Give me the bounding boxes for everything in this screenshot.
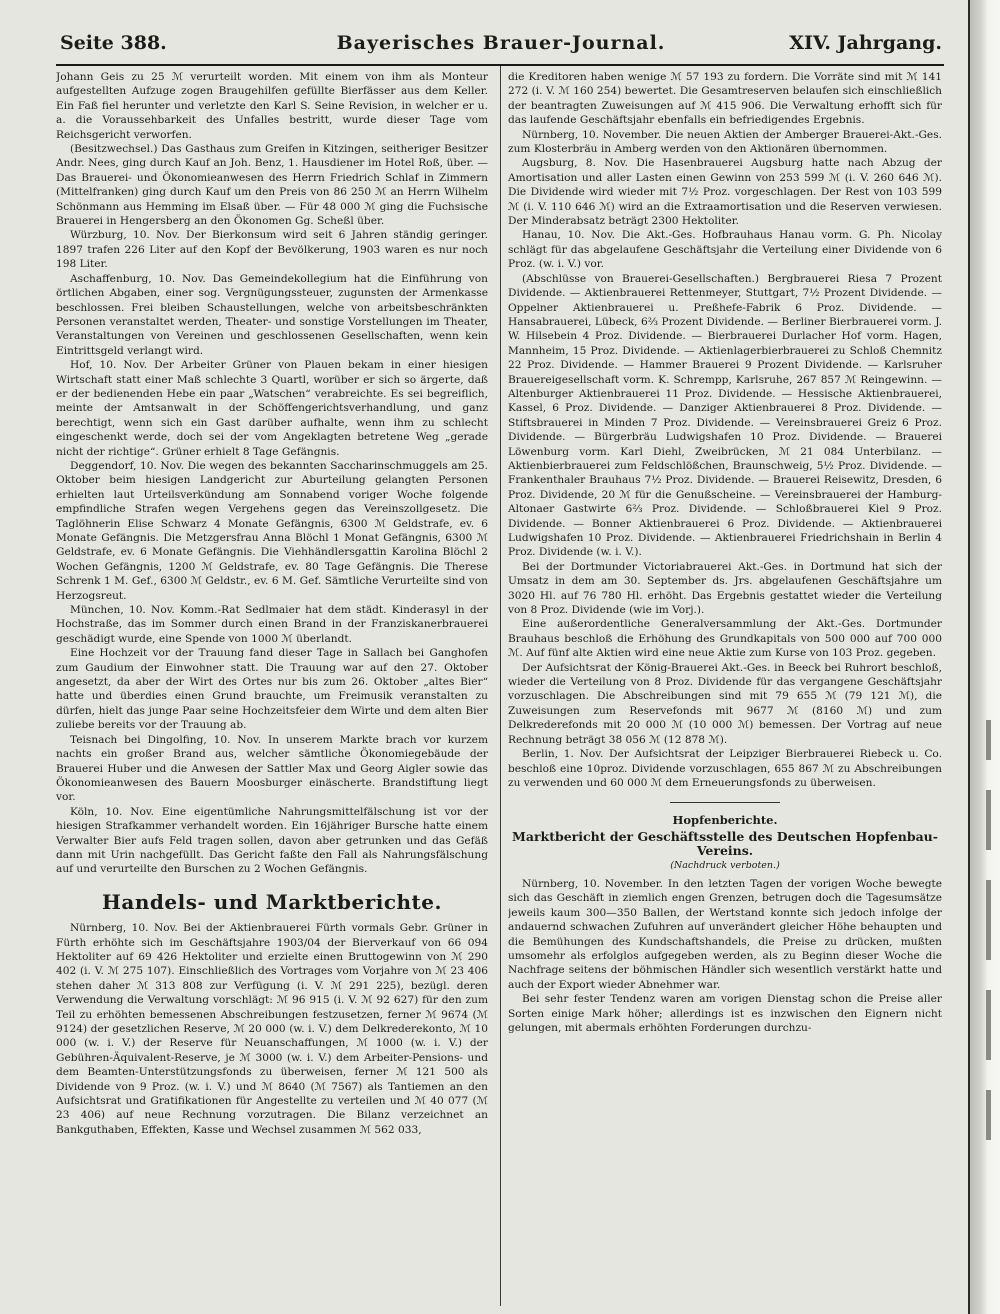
article-paragraph: Hof, 10. Nov. Der Arbeiter Grüner von Plauen bekam in einer hiesigen Wirtschaft statt einer Maß schlechte 3 Quartl, worüber er sich so ärgerte, daß er der bedienenden Hebe ein paar „Watschen“ verabreichte. Es sei begreiflich, meinte der Amtsanwalt in der Schöffengerichtsverhandlung, und ganz berechtigt, wenn sich ein Gast darüber aufhalte, wenn ihm zu schlecht eingeschenkt werde, doch sei der vom Angeklagten betretene Weg „gerade nicht der richtige“. Grüner erhielt 8 Tage Gefängnis. xyxy=(56,359,488,458)
edge-mark xyxy=(986,1090,991,1140)
article-paragraph: Augsburg, 8. Nov. Die Hasenbrauerei Augsburg hatte nach Abzug der Amortisation und aller Lasten einen Gewinn von 253 599 ℳ (i. V. 260 646 ℳ). Die Dividende wird wieder mit 7½ Proz. vorgeschlagen. Der Rest von 103 599 ℳ (i. V. 110 646 ℳ) wird an die Extraamortisation und die Reserven verwiesen. Der Minderabsatz beträgt 2300 Hektoliter. xyxy=(508,157,942,228)
article-paragraph: Bei sehr fester Tendenz waren am vorigen Dienstag schon die Preise aller Sorten einige Mark höher; allerdings ist es inzwischen den Eignern nicht gelungen, mit abermals erhöhten Forderungen durchzu- xyxy=(508,993,942,1034)
column-divider xyxy=(500,66,501,1306)
article-paragraph: Teisnach bei Dingolfing, 10. Nov. In unserem Markte brach vor kurzem nachts ein großer Brand aus, welcher sämtliche Ökonomiegebäude der Brauerei Huber und die Anwesen der Sattler Max und Georg Aigler sowie das Ökonomieanwesen des Bauern Moosburger einäscherte. Brandstiftung liegt vor. xyxy=(56,733,488,804)
next-page-edge xyxy=(970,0,1000,1314)
page-number: Seite 388. xyxy=(60,32,167,54)
journal-title: Bayerisches Brauer-Journal. xyxy=(336,32,666,54)
article-paragraph: die Kreditoren haben wenige ℳ 57 193 zu fordern. Die Vorräte sind mit ℳ 141 272 (i. V. ℳ 160 254) bewertet. Die Gesamtreserven belaufen sich einschließlich der beantragten Zuweisungen auf ℳ 415 906. Die Verwaltung erhofft sich für das laufende Geschäftsjahr ebenfalls ein befriedigendes Ergebnis. xyxy=(508,71,942,127)
section-divider xyxy=(670,802,780,803)
section-title-hopfen: Hopfenberichte. xyxy=(672,813,778,828)
edge-mark xyxy=(986,990,991,1060)
article-paragraph: (Besitzwechsel.) Das Gasthaus zum Greifen in Kitzingen, seitheriger Besitzer Andr. Nees, ging durch Kauf an Joh. Benz, 1. Hausdiener im Hotel Roß, über. — Das Brauerei- und Ökonomieanwesen des Herrn Friedrich Schlaf in Zimmern (Mittelfranken) ging durch Kauf um den Preis von 86 250 ℳ an Herrn Wilhelm Schönmann aus Hemming im Elsaß über. — Für 48 000 ℳ ging die Fuchsische Brauerei in Hengersberg an den Ökonomen Gg. Scheßl über. xyxy=(56,143,488,228)
edge-mark xyxy=(986,720,991,760)
article-paragraph: Der Aufsichtsrat der König-Brauerei Akt.-Ges. in Beeck bei Ruhrort beschloß, wieder die Verteilung von 8 Proz. Dividende für das vergangene Geschäftsjahr vorzuschlagen. Die Abschreibungen sind mit 79 655 ℳ (79 121 ℳ), die Zuweisungen zum Reservefonds mit 9677 ℳ (8160 ℳ) und zum Delkrederefonds mit 20 000 ℳ (10 000 ℳ) bemessen. Der Vortrag auf neue Rechnung beträgt 38 056 ℳ (12 878 ℳ). xyxy=(508,661,942,746)
article-paragraph: Hanau, 10. Nov. Die Akt.-Ges. Hofbrauhaus Hanau vorm. G. Ph. Nicolay schlägt für das abgelaufene Geschäftsjahr die Verteilung einer Dividende von 6 Proz. (w. i. V.) vor. xyxy=(508,229,942,271)
section-title-markt: Handels- und Marktberichte. xyxy=(102,889,442,914)
hopfen-report-title: Marktbericht der Geschäftsstelle des Deutschen Hopfenbau-Vereins. xyxy=(512,828,938,859)
edge-mark xyxy=(986,790,991,850)
left-column xyxy=(56,70,488,1300)
article-paragraph: München, 10. Nov. Komm.-Rat Sedlmaier hat dem städt. Kinderasyl in der Hochstraße, das im Sommer durch einen Brand in der Franziskanerbrauerei geschädigt wurde, eine Spende von 1000 ℳ überlandt. xyxy=(56,604,488,645)
article-paragraph: (Abschlüsse von Brauerei-Gesellschaften.) Bergbrauerei Riesa 7 Prozent Dividende. — Aktienbrauerei Rettenmeyer, Stuttgart, 7½ Prozent Dividende. — Oppelner Aktienbrauerei u. Preßhefe-Fabrik 6 Proz. Dividende. — Hansabrauerei, Lübeck, 6⅔ Prozent Dividende. — Berliner Bierbrauerei vorm. J. W. Hilsebein 4 Proz. Dividende. — Bierbrauerei Durlacher Hof vorm. Hagen, Mannheim, 15 Proz. Dividende. — Aktienlagerbierbrauerei zu Schloß Chemnitz 22 Proz. Dividende. — Hammer Brauerei 9 Prozent Dividende. — Karlsruher Brauereigesellschaft vorm. K. Schrempp, Karlsruhe, 267 857 ℳ Reingewinn. — Altenburger Aktienbrauerei 11 Proz. Dividende. — Hessische Aktienbrauerei, Kassel, 6 Proz. Dividende. — Danziger Aktienbrauerei 8 Proz. Dividende. — Stiftsbrauerei in Minden 7 Proz. Dividende. — Vereinsbrauerei Greiz 6 Proz. Dividende. — Bürgerbräu Ludwigshafen 10 Proz. Dividende. — Brauerei Löwenburg vorm. Karl Diehl, Zweibrücken, ℳ 21 084 Unterbilanz. — Aktienbierbrauerei zum Feldschlößchen, Braunschweig, 5½ Proz. Dividende. — Frankenthaler Brauhaus 7½ Proz. Dividende. — Brauerei Reisewitz, Dresden, 6 Proz. Dividende, 20 ℳ für die Genußscheine. — Vereinsbrauerei der Hamburg-Altonaer Gastwirte 6⅔ Proz. Dividende. — Schloßbrauerei Kiel 9 Proz. Dividende. — Bonner Aktienbrauerei 6 Proz. Dividende. — Aktienbrauerei Ludwigshafen 10 Proz. Dividende. — Aktienbrauerei Friedrichshain in Berlin 4 Proz. Dividende (w. i. V.). xyxy=(508,272,942,559)
edge-mark xyxy=(986,880,991,960)
article-paragraph: Köln, 10. Nov. Eine eigentümliche Nahrungsmittelfälschung ist vor der hiesigen Strafkammer verhandelt worden. Ein 16jähriger Bursche hatte einem Verwalter Bier aufs Feld tragen sollen, davon aber getrunken und das Gefäß dann mit Urin nachgefüllt. Das Gericht faßte den Fall als Nahrungsfälschung auf und verurteilte den Burschen zu 2 Wochen Gefängnis. xyxy=(56,805,488,876)
article-paragraph: Würzburg, 10. Nov. Der Bierkonsum wird seit 6 Jahren ständig geringer. 1897 trafen 226 Liter auf den Kopf der Bevölkerung, 1903 waren es nur noch 198 Liter. xyxy=(56,229,488,271)
article-paragraph: Nürnberg, 10. November. In den letzten Tagen der vorigen Woche bewegte sich das Geschäft in ziemlich engen Grenzen, betrugen doch die Tagesumsätze jeweils kaum 300—350 Ballen, der Wertstand konnte sich jedoch infolge der andauernd schwachen Zufuhren auf unverändert gleicher Höhe behaupten und die Bemühungen des Kundschaftshandels, die Preise zu drücken, mußten umsomehr als erfolglos aufgegeben werden, als zu Beginn dieser Woche die Nachfrage seitens der böhmischen Händler sich wesentlich verstärkt hatte und auch der Export wieder Abnehmer war. xyxy=(508,877,942,991)
article-paragraph: Deggendorf, 10. Nov. Die wegen des bekannten Saccharinschmuggels am 25. Oktober beim hiesigen Landgericht zur Aburteilung gelangten Personen erhielten laut Urteilsverkündung am Sonnabend voriger Woche folgende empfindliche Strafen wegen Vergehens gegen das Vereinszollgesetz. Die Taglöhnerin Elise Schwarz 4 Monate Gefängnis, 6300 ℳ Geldstrafe, ev. 6 Monate Gefängnis. Die Metzgersfrau Anna Blöchl 1 Monat Gefängnis, 6300 ℳ Geldstrafe, ev. 6 Monate Gefängnis. Die Viehhändlersgattin Karolina Blöchl 2 Wochen Gefängnis, 1200 ℳ Geldstrafe, ev. 80 Tage Gefängnis. Die Therese Schrenk 1 M. Gef., 6300 ℳ Geldstr., ev. 6 M. Gef. Sämtliche Verurteilte sind von Herzogsreut. xyxy=(56,459,488,602)
volume-label: XIV. Jahrgang. xyxy=(789,32,942,54)
article-paragraph: Eine Hochzeit vor der Trauung fand dieser Tage in Sallach bei Ganghofen zum Gaudium der Einwohner statt. Die Trauung war auf den 27. Oktober angesetzt, da aber der Wirt des Ortes nur bis zum 26. Oktober „altes Bier“ hatte und überdies einen Grund brauchte, um Freimusik veranstalten zu dürfen, hielt das junge Paar seine Hochzeitsfeier dem Wirte und dem alten Bier zuliebe bereits vor der Trauung ab. xyxy=(56,647,488,732)
article-paragraph: Eine außerordentliche Generalversammlung der Akt.-Ges. Dortmunder Brauhaus beschloß die Erhöhung des Grundkapitals von 500 000 auf 700 000 ℳ. Auf fünf alte Aktien wird eine neue Aktie zum Kurse von 103 Proz. gegeben. xyxy=(508,618,942,660)
article-paragraph: Bei der Dortmunder Victoriabrauerei Akt.-Ges. in Dortmund hat sich der Umsatz in dem am 30. September ds. Jrs. abgelaufenen Geschäftsjahre um 3020 Hl. auf 76 780 Hl. erhöht. Das Ergebnis gestattet wieder die Verteilung von 8 Proz. Dividende (wie im Vorj.). xyxy=(508,560,942,617)
article-paragraph: Berlin, 1. Nov. Der Aufsichtsrat der Leipziger Bierbrauerei Riebeck u. Co. beschloß eine 10proz. Dividende vorzuschlagen, 655 867 ℳ zu Abschreibungen zu verwenden und 60 000 ℳ dem Erneuerungsfonds zu überweisen. xyxy=(508,748,942,789)
reprint-note: (Nachdruck verboten.) xyxy=(670,859,780,871)
page-header xyxy=(60,32,942,62)
article-paragraph: Nürnberg, 10. Nov. Bei der Aktienbrauerei Fürth vormals Gebr. Grüner in Fürth erhöhte sich im Geschäftsjahre 1903/04 der Bierverkauf von 66 094 Hektoliter auf 69 426 Hektoliter und erzielte einen Bruttogewinn von ℳ 290 402 (i. V. ℳ 275 107). Einschließlich des Vortrages vom Vorjahre von ℳ 23 406 stehen daher ℳ 313 808 zur Verfügung (i. V. ℳ 291 225), bezügl. deren Verwendung die Verwaltung vorschlägt: ℳ 96 915 (i. V. ℳ 92 627) für den zum Teil zu erhöhten bemessenen Abschreibungen festzusetzen, ferner ℳ 9674 (ℳ 9124) der gesetzlichen Reserve, ℳ 20 000 (w. i. V.) dem Delkrederekonto, ℳ 10 000 (w. i. V.) der Reserve für Neuanschaffungen, ℳ 1000 (w. i. V.) der Gebühren-Äquivalent-Reserve, je ℳ 3000 (w. i. V.) dem Arbeiter-Pensions- und dem Beamten-Unterstützungsfonds zu überweisen, ferner ℳ 121 500 als Dividende von 9 Proz. (w. i. V.) und ℳ 8640 (ℳ 7567) als Tantiemen an den Aufsichtsrat und Gratifikationen für Angestellte zu verteilen und ℳ 40 077 (ℳ 23 406) auf neue Rechnung vorzutragen. Die Bilanz verzeichnet an Bankguthaben, Effekten, Kasse und Wechsel zusammen ℳ 562 033, xyxy=(56,922,488,1136)
article-paragraph: Aschaffenburg, 10. Nov. Das Gemeindekollegium hat die Einführung von örtlichen Abgaben, einer sog. Vergnügungssteuer, zugunsten der Armenkasse beschlossen. Frei bleiben Schaustellungen, welche von arbeitsbeschränkten Personen veranstaltet werden, Theater- und sonstige Vorstellungen im Theater, Veranstaltungen von Vereinen und geschlossenen Gesellschaften, wenn kein Eintrittsgeld verlangt wird. xyxy=(56,272,488,357)
article-paragraph: Nürnberg, 10. November. Die neuen Aktien der Amberger Brauerei-Akt.-Ges. zum Klosterbräu in Amberg werden von den Aktionären übernommen. xyxy=(508,128,942,156)
right-column xyxy=(508,70,942,1306)
article-paragraph: Johann Geis zu 25 ℳ verurteilt worden. Mit einem von ihm als Monteur aufgestellten Aufzuge zogen Braugehilfen gefüllte Bierfässer aus dem Keller. Ein Faß fiel herunter und verletzte den Karl S. Seine Revision, in welcher er u. a. die Voraussehbarkeit des Unfalles bestritt, wurde dieser Tage vom Reichsgericht verworfen. xyxy=(56,71,488,141)
